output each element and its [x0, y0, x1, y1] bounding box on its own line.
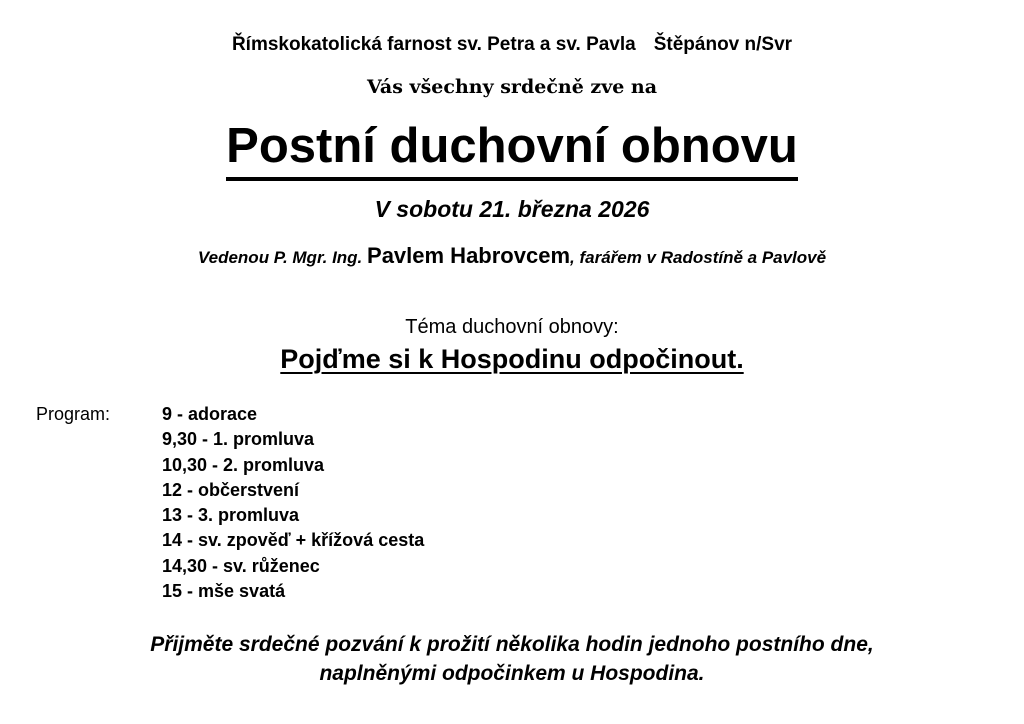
program-item: 12 - občerstvení: [162, 479, 300, 500]
theme-text: Pojďme si k Hospodinu odpočinout.: [280, 344, 744, 374]
closing-line-1: Přijměte srdečné pozvání k prožití několika hodin jednoho postního dne,: [150, 633, 874, 656]
leader-name: Pavlem Habrovcem: [367, 243, 571, 268]
program-item: 9,30 - 1. promluva: [162, 429, 315, 450]
program-item: 10,30 - 2. promluva: [162, 454, 325, 475]
invite-line: Vás všechny srdečně zve na: [366, 76, 658, 98]
theme-label: Téma duchovní obnovy:: [405, 316, 619, 338]
event-date: V sobotu 21. března 2026: [374, 196, 650, 222]
program-label: Program:: [36, 404, 111, 424]
program-item: 14,30 - sv. růženec: [162, 555, 320, 576]
program-item: 9 - adorace: [162, 404, 258, 424]
parish-header: [0, 34, 1024, 56]
program-item: 14 - sv. zpověď + křížová cesta: [162, 530, 425, 551]
program-item: 15 - mše svatá: [162, 581, 286, 602]
parish-name: Římskokatolická farnost sv. Petra a sv. Pavla: [231, 34, 636, 55]
event-title: [0, 116, 1024, 181]
theme-title: [0, 344, 1024, 375]
program-list: [162, 402, 424, 604]
closing-line-2: naplněnými odpočinkem u Hospodina.: [319, 662, 705, 685]
leader-suffix: , farářem v Radostíně a Pavlově: [570, 248, 827, 267]
event-leader: [0, 243, 1024, 269]
leader-prefix: Vedenou P. Mgr. Ing.: [197, 248, 363, 267]
program-item: 13 - 3. promluva: [162, 505, 300, 526]
closing-invitation: [0, 630, 1024, 688]
parish-place: Štěpánov n/Svr: [653, 34, 793, 55]
event-title-text: Postní duchovní obnovu: [226, 116, 798, 181]
